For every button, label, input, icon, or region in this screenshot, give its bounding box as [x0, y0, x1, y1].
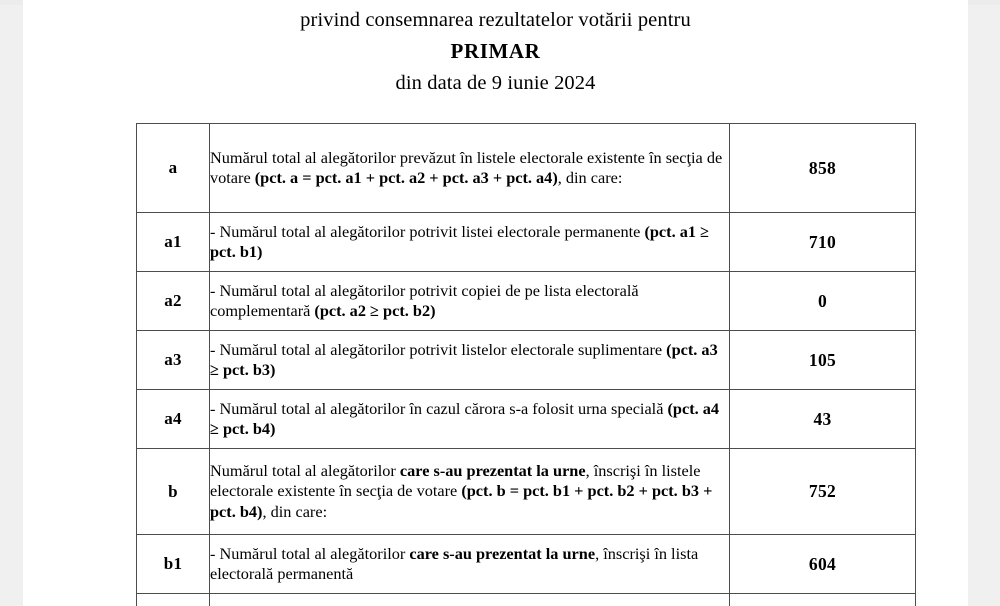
row-value: 752: [730, 449, 916, 535]
row-description: - Numărul total al alegătorilor potrivit copiei de pe lista electorală complementară (pct. a2 ≥ pct. b2): [210, 272, 730, 331]
row-value: 0: [730, 272, 916, 331]
table-row-truncated: [137, 594, 916, 606]
row-code: a2: [137, 272, 210, 331]
row-code: b1: [137, 535, 210, 594]
row-code: a1: [137, 213, 210, 272]
row-description: - Numărul total al alegătorilor potrivit listei electorale permanente (pct. a1 ≥ pct. b1): [210, 213, 730, 272]
row-description: [210, 594, 730, 606]
table-row: [137, 390, 916, 449]
document-subtitle: privind consemnarea rezultatelor votării pentru: [300, 9, 691, 31]
table-row: [137, 449, 916, 535]
row-value: [730, 594, 916, 606]
row-value: 710: [730, 213, 916, 272]
row-description: - Numărul total al alegătorilor care s-au prezentat la urne, înscrişi în lista electorală permanentă: [210, 535, 730, 594]
table-row: [137, 272, 916, 331]
results-table: [136, 123, 916, 606]
row-value: 604: [730, 535, 916, 594]
row-description: Numărul total al alegătorilor care s-au prezentat la urne, înscrişi în listele electorale existente în secţia de votare (pct. b = pct. b1 + pct. b2 + pct. b3 + pct. b4), din care:: [210, 449, 730, 535]
document-date: din data de 9 iunie 2024: [395, 72, 596, 94]
row-value: 858: [730, 124, 916, 213]
row-description: - Numărul total al alegătorilor în cazul cărora s-a folosit urna specială (pct. a4 ≥ pct. b4): [210, 390, 730, 449]
row-value: 105: [730, 331, 916, 390]
document-header: [23, 6, 968, 99]
row-code: b: [137, 449, 210, 535]
table-row: [137, 213, 916, 272]
row-value: 43: [730, 390, 916, 449]
row-description: Numărul total al alegătorilor prevăzut în listele electorale existente în secţia de votare (pct. a = pct. a1 + pct. a2 + pct. a3 + pct. a4), din care:: [210, 124, 730, 213]
table-row: [137, 124, 916, 213]
document-page: [23, 0, 968, 606]
row-description: - Numărul total al alegătorilor potrivit listelor electorale suplimentare (pct. a3 ≥ pct. b3): [210, 331, 730, 390]
table-row: [137, 331, 916, 390]
results-table-body: [137, 124, 916, 606]
row-code: a4: [137, 390, 210, 449]
row-code: [137, 594, 210, 606]
row-code: a: [137, 124, 210, 213]
row-code: a3: [137, 331, 210, 390]
table-row: [137, 535, 916, 594]
document-title: PRIMAR: [450, 39, 541, 63]
